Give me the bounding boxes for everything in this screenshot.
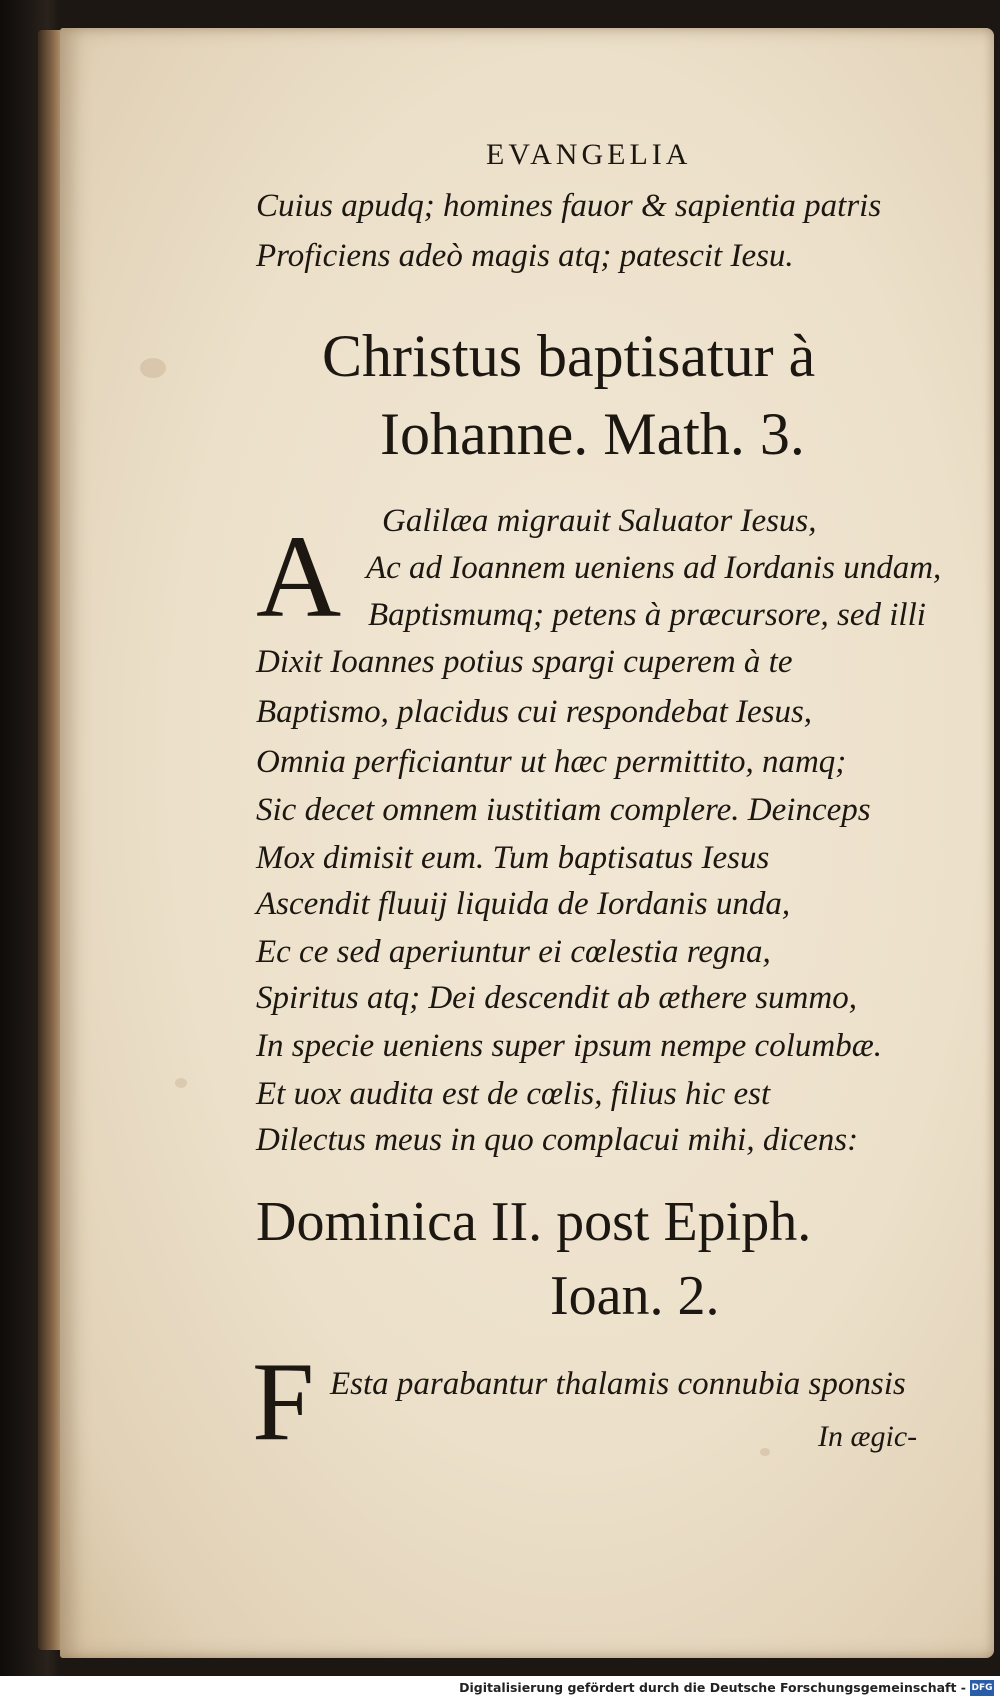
intro-line: Proficiens adeò magis atq; patescit Iesu.	[256, 238, 794, 274]
verse-line: Et uox audita est de cœlis, filius hic est	[256, 1076, 771, 1112]
verse-line: Spiritus atq; Dei descendit ab æthere summo,	[256, 980, 857, 1016]
funding-credit: Digitalisierung gefördert durch die Deutsche Forschungsgemeinschaft -	[459, 1680, 966, 1695]
verse-line: Ec ce sed aperiuntur ei cœlestia regna,	[256, 934, 771, 970]
section-heading: Iohanne. Math. 3.	[380, 401, 805, 467]
verse-line: Esta parabantur thalamis connubia sponsis	[330, 1366, 906, 1402]
verse-line: Dilectus meus in quo complacui mihi, dicens:	[256, 1122, 859, 1158]
section-heading: Christus baptisatur à	[322, 323, 816, 389]
running-head: EVANGELIA	[486, 138, 692, 171]
verse-line: Omnia perficiantur ut hæc permittito, namq;	[256, 744, 847, 780]
verse-line: In specie ueniens super ipsum nempe columbæ.	[256, 1028, 882, 1064]
verse-line: Galilæa migrauit Saluator Iesus,	[382, 503, 817, 539]
section-heading: Ioan. 2.	[550, 1265, 720, 1327]
verse-line: Mox dimisit eum. Tum baptisatus Iesus	[256, 840, 770, 876]
section-heading: Dominica II. post Epiph.	[256, 1191, 812, 1253]
drop-cap: F	[252, 1340, 315, 1464]
drop-cap: A	[256, 511, 342, 642]
verse-line: Dixit Ioannes potius spargi cuperem à te	[256, 644, 793, 680]
catchword: In ægic-	[818, 1420, 918, 1453]
dfg-logo: DFG	[970, 1680, 994, 1696]
paper-stain	[175, 1078, 187, 1088]
verse-line: Baptismo, placidus cui respondebat Iesus,	[256, 694, 813, 730]
verse-line: Baptismumq; petens à præcursore, sed illi	[368, 597, 926, 633]
intro-line: Cuius apudq; homines fauor & sapientia patris	[256, 188, 882, 224]
verse-line: Sic decet omnem iustitiam complere. Deinceps	[256, 792, 871, 828]
paper-stain	[140, 358, 166, 378]
paper-stain	[760, 1448, 770, 1456]
verse-line: Ascendit fluuij liquida de Iordanis unda,	[256, 886, 791, 922]
verse-line: Ac ad Ioannem ueniens ad Iordanis undam,	[366, 550, 942, 586]
